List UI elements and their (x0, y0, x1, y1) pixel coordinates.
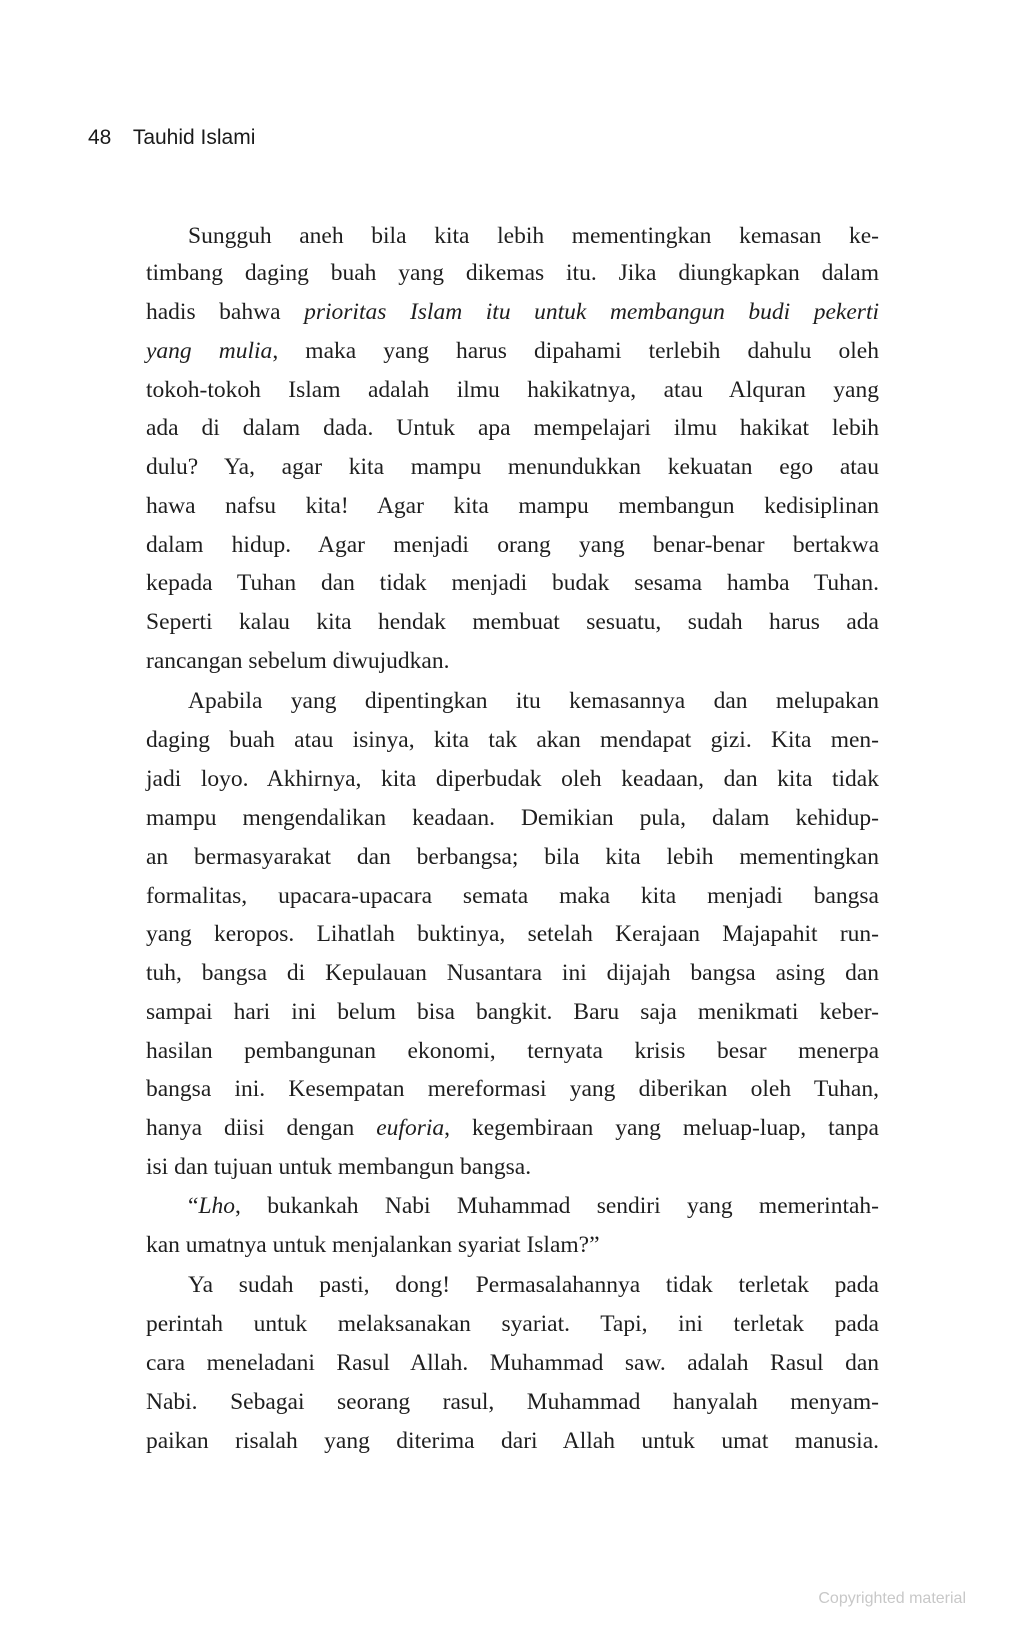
text-run: isi dan tujuan untuk membangun bangsa. (146, 1154, 532, 1180)
text-line (146, 491, 879, 521)
text-line (146, 1036, 879, 1066)
text-line (146, 803, 879, 833)
text-run: dalam hidup. Agar menjadi orang yang benar-benar bertakwa (146, 532, 879, 558)
text-line (146, 646, 879, 676)
text-line (146, 1113, 879, 1143)
text-line (146, 1074, 879, 1104)
text-run: jadi loyo. Akhirnya, kita diperbudak oleh keadaan, dan kita tidak (146, 766, 879, 792)
text-line (146, 297, 879, 327)
text-run: “ (188, 1193, 199, 1219)
italic-text-run: euforia (376, 1115, 445, 1141)
text-run: , maka yang harus dipahami terlebih dahulu oleh (272, 338, 879, 364)
text-run: , kegembiraan yang meluap-luap, tanpa (444, 1115, 879, 1141)
text-line (188, 221, 879, 251)
text-line (146, 452, 879, 482)
text-run: Nabi. Sebagai seorang rasul, Muhammad hanyalah menyam- (146, 1389, 879, 1415)
running-header (88, 126, 255, 150)
text-run: Apabila yang dipentingkan itu kemasannya dan melupakan (188, 688, 879, 714)
text-run: hadis bahwa (146, 299, 305, 325)
text-run: ada di dalam dada. Untuk apa mempelajari ilmu hakikat lebih (146, 415, 879, 441)
text-line (146, 607, 879, 637)
text-line (146, 725, 879, 755)
text-line (146, 1152, 879, 1182)
text-line (146, 375, 879, 405)
copyright-watermark: Copyrighted material (818, 1590, 966, 1607)
page-number: 48 (88, 126, 112, 149)
running-title: Tauhid Islami (132, 126, 256, 149)
text-line (146, 842, 879, 872)
text-line (188, 1270, 879, 1300)
text-run: bangsa ini. Kesempatan mereformasi yang diberikan oleh Tuhan, (146, 1076, 879, 1102)
text-run: cara meneladani Rasul Allah. Muhammad saw. adalah Rasul dan (146, 1350, 879, 1376)
text-run: sampai hari ini belum bisa bangkit. Baru saja menikmati keber- (146, 999, 879, 1025)
text-run: timbang daging buah yang dikemas itu. Jika diungkapkan dalam (146, 260, 879, 286)
text-run: dulu? Ya, agar kita mampu menundukkan kekuatan ego atau (146, 454, 879, 480)
text-line (146, 568, 879, 598)
text-run: Seperti kalau kita hendak membuat sesuatu, sudah harus ada (146, 609, 879, 635)
text-run: formalitas, upacara-upacara semata maka kita menjadi bangsa (146, 883, 879, 909)
text-run: tuh, bangsa di Kepulauan Nusantara ini dijajah bangsa asing dan (146, 960, 879, 986)
text-run: daging buah atau isinya, kita tak akan mendapat gizi. Kita men- (146, 727, 879, 753)
text-run: rancangan sebelum diwujudkan. (146, 648, 450, 674)
text-run: , bukankah Nabi Muhammad sendiri yang memerintah- (235, 1193, 879, 1219)
italic-text-run: prioritas Islam itu untuk membangun budi pekerti (304, 299, 879, 325)
text-line (146, 258, 879, 288)
text-line (146, 919, 879, 949)
text-line (146, 336, 879, 366)
text-run: yang keropos. Lihatlah buktinya, setelah Kerajaan Majapahit run- (146, 921, 879, 947)
text-line (146, 1387, 879, 1417)
italic-text-run: Lho (198, 1193, 236, 1219)
text-line (146, 997, 879, 1027)
text-line (146, 1348, 879, 1378)
text-line (188, 1191, 879, 1221)
text-run: mampu mengendalikan keadaan. Demikian pula, dalam kehidup- (146, 805, 879, 831)
text-run: tokoh-tokoh Islam adalah ilmu hakikatnya, atau Alquran yang (146, 377, 879, 403)
text-run: Ya sudah pasti, dong! Permasalahannya tidak terletak pada (188, 1272, 879, 1298)
text-run: an bermasyarakat dan berbangsa; bila kita lebih mementingkan (146, 844, 879, 870)
text-run: hanya diisi dengan (146, 1115, 377, 1141)
text-run: hawa nafsu kita! Agar kita mampu membangun kedisiplinan (146, 493, 879, 519)
italic-text-run: yang mulia (146, 338, 273, 364)
text-line (146, 1309, 879, 1339)
text-run: hasilan pembangunan ekonomi, ternyata krisis besar menerpa (146, 1038, 879, 1064)
text-line (146, 1426, 879, 1456)
text-line (146, 958, 879, 988)
text-line (188, 686, 879, 716)
text-line (146, 413, 879, 443)
text-run: kan umatnya untuk menjalankan syariat Islam?” (146, 1232, 600, 1258)
text-run: Sungguh aneh bila kita lebih mementingkan kemasan ke- (188, 223, 879, 249)
text-line (146, 881, 879, 911)
text-line (146, 764, 879, 794)
text-line (146, 530, 879, 560)
text-run: paikan risalah yang diterima dari Allah untuk umat manusia. (146, 1428, 879, 1454)
text-run: perintah untuk melaksanakan syariat. Tapi, ini terletak pada (146, 1311, 879, 1337)
text-run: kepada Tuhan dan tidak menjadi budak sesama hamba Tuhan. (146, 570, 879, 596)
text-line (146, 1230, 879, 1260)
